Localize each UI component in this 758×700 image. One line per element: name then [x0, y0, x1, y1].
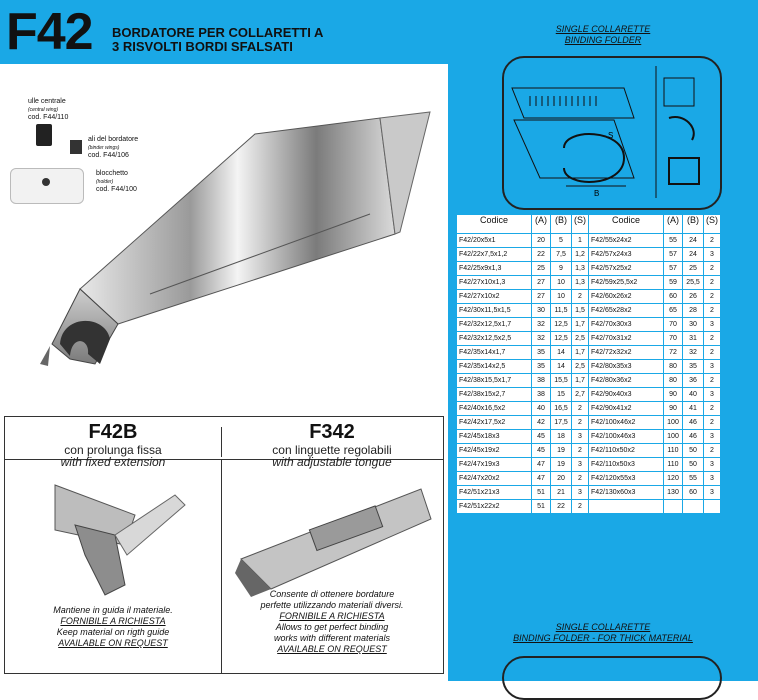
table-cell-code: F42/38x15,5x1,7	[457, 374, 532, 388]
table-cell-code: F42/27x10x2	[457, 290, 532, 304]
table-cell-code: F42/90x41x2	[589, 402, 664, 416]
table-cell-value: 5	[551, 234, 572, 248]
table-cell-value: 45	[532, 430, 551, 444]
table-cell-value: 120	[664, 472, 683, 486]
diagram-label-s: S	[608, 131, 614, 140]
table-cell-code: F42/35x14x2,5	[457, 360, 532, 374]
table-cell-value: 28	[683, 304, 704, 318]
diagram-label-b: B	[594, 189, 600, 198]
table-cell-value: 2	[704, 402, 721, 416]
table-row	[457, 262, 721, 276]
table-cell-value: 72	[664, 346, 683, 360]
table-cell-value	[683, 500, 704, 514]
table-cell-value: 19	[551, 444, 572, 458]
col-b: (B)	[683, 215, 704, 234]
table-cell-code: F42/47x20x2	[457, 472, 532, 486]
table-cell-value: 38	[532, 374, 551, 388]
table-cell-value: 3	[572, 486, 589, 500]
table-cell-value: 24	[683, 234, 704, 248]
table-cell-value: 20	[532, 234, 551, 248]
table-cell-value: 47	[532, 472, 551, 486]
table-cell-value: 14	[551, 346, 572, 360]
table-cell-code: F42/80x36x2	[589, 374, 664, 388]
table-cell-value: 14	[551, 360, 572, 374]
table-cell-value: 57	[664, 248, 683, 262]
table-cell-code: F42/45x18x3	[457, 430, 532, 444]
table-cell-code: F42/65x28x2	[589, 304, 664, 318]
table-cell-value: 80	[664, 360, 683, 374]
table-cell-value: 35	[683, 360, 704, 374]
table-cell-value: 46	[683, 416, 704, 430]
table-cell-code: F42/55x24x2	[589, 234, 664, 248]
dimensions-table	[456, 214, 721, 514]
table-row	[457, 486, 721, 500]
small-screw-icon	[70, 140, 82, 154]
table-row	[457, 472, 721, 486]
f342-caption: Consente di ottenere bordature perfette utilizzando materiali diversi. FORNIBILE A RICHIESTA Allows to get perfect binding works with different materials AVAILABLE ON REQUEST	[260, 589, 404, 654]
table-cell-value: 50	[683, 458, 704, 472]
table-cell-value: 2,5	[572, 360, 589, 374]
col-s: (S)	[704, 215, 721, 234]
table-cell-value: 3	[704, 360, 721, 374]
table-cell-value: 20	[551, 472, 572, 486]
table-cell-value: 2	[704, 304, 721, 318]
table-cell-code: F42/110x50x3	[589, 458, 664, 472]
variant-sub-it: con linguette regolabili	[272, 443, 392, 457]
binding-diagram	[504, 58, 720, 208]
table-cell-code: F42/20x5x1	[457, 234, 532, 248]
table-cell-code: F42/42x17,5x2	[457, 416, 532, 430]
table-cell-value: 11,5	[551, 304, 572, 318]
table-cell-value: 27	[532, 290, 551, 304]
f342-photo	[231, 469, 437, 599]
table-row	[457, 248, 721, 262]
table-cell-value: 3	[704, 472, 721, 486]
table-cell-value: 3	[704, 486, 721, 500]
variant-f342	[222, 421, 442, 468]
table-cell-value: 25,5	[683, 276, 704, 290]
table-cell-value: 15	[551, 388, 572, 402]
table-cell-value: 31	[683, 332, 704, 346]
holder-hole-icon	[42, 178, 50, 186]
table-cell-value: 2	[704, 444, 721, 458]
table-cell-value: 1,7	[572, 346, 589, 360]
table-cell-code: F42/70x31x2	[589, 332, 664, 346]
table-cell-value: 1,3	[572, 276, 589, 290]
table-cell-value: 42	[532, 416, 551, 430]
table-cell-code: F42/22x7,5x1,2	[457, 248, 532, 262]
table-cell-value: 18	[551, 430, 572, 444]
table-row	[457, 290, 721, 304]
table-cell-value: 2	[704, 416, 721, 430]
right-title-1: SINGLE COLLARETTE BINDING FOLDER	[555, 24, 651, 45]
col-b: (B)	[551, 215, 572, 234]
table-cell-value: 30	[532, 304, 551, 318]
right-panel	[448, 0, 758, 681]
variant-sub-en: with adjustable tongue	[272, 455, 392, 469]
table-row	[457, 318, 721, 332]
table-cell-value: 1,3	[572, 262, 589, 276]
table-cell-code: F42/35x14x1,7	[457, 346, 532, 360]
table-cell-value: 100	[664, 416, 683, 430]
table-cell-value: 26	[683, 290, 704, 304]
table-cell-value: 16,5	[551, 402, 572, 416]
table-cell-code: F42/110x50x2	[589, 444, 664, 458]
table-cell-value: 2	[704, 332, 721, 346]
table-cell-value: 2,5	[572, 332, 589, 346]
table-cell-code: F42/70x30x3	[589, 318, 664, 332]
table-cell-value: 35	[532, 360, 551, 374]
variant-f42b	[5, 421, 221, 468]
table-row	[457, 234, 721, 248]
screw-icon	[36, 124, 52, 146]
table-cell-code: F42/27x10x1,3	[457, 276, 532, 290]
table-row	[457, 458, 721, 472]
table-cell-code: F42/40x16,5x2	[457, 402, 532, 416]
table-cell-value: 1,2	[572, 248, 589, 262]
table-cell-value: 35	[532, 346, 551, 360]
table-cell-value: 2	[572, 472, 589, 486]
table-cell-value: 32	[683, 346, 704, 360]
table-cell-value: 80	[664, 374, 683, 388]
table-cell-value: 25	[532, 262, 551, 276]
table-cell-value: 90	[664, 402, 683, 416]
table-row	[457, 360, 721, 374]
table-cell-code: F42/51x21x3	[457, 486, 532, 500]
table-cell-code: F42/32x12,5x1,7	[457, 318, 532, 332]
table-cell-value: 1,7	[572, 374, 589, 388]
table-cell-value: 110	[664, 458, 683, 472]
table-cell-value	[664, 500, 683, 514]
table-cell-code: F42/45x19x2	[457, 444, 532, 458]
table-cell-value: 30	[683, 318, 704, 332]
table-cell-value: 7,5	[551, 248, 572, 262]
f42b-caption: Mantiene in guida il materiale. FORNIBILE A RICHIESTA Keep material on rigth guide AVAILABLE ON REQUEST	[53, 605, 173, 648]
table-row	[457, 388, 721, 402]
table-cell-value: 50	[683, 444, 704, 458]
table-cell-value: 22	[551, 500, 572, 514]
binding-diagram-frame	[502, 56, 722, 210]
table-cell-value: 2,7	[572, 388, 589, 402]
table-cell-value: 3	[572, 430, 589, 444]
table-cell-value: 25	[683, 262, 704, 276]
table-cell-code: F42/51x22x2	[457, 500, 532, 514]
table-cell-value: 1,5	[572, 304, 589, 318]
table-cell-value: 3	[572, 458, 589, 472]
table-cell-code: F42/38x15x2,7	[457, 388, 532, 402]
table-cell-value: 17,5	[551, 416, 572, 430]
table-cell-value: 2	[572, 402, 589, 416]
table-cell-value: 15,5	[551, 374, 572, 388]
table-cell-value: 2	[704, 262, 721, 276]
variants-box	[4, 416, 444, 674]
table-cell-value: 32	[532, 318, 551, 332]
col-s: (S)	[572, 215, 589, 234]
table-cell-code: F42/100x46x3	[589, 430, 664, 444]
table-cell-value: 59	[664, 276, 683, 290]
description-line-2: 3 RISVOLTI BORDI SFALSATI	[112, 39, 293, 54]
table-cell-value: 12,5	[551, 318, 572, 332]
table-cell-value: 2	[572, 416, 589, 430]
variant-sub-en: with fixed extension	[60, 455, 166, 469]
right-title-2: SINGLE COLLARETTE BINDING FOLDER - FOR THICK MATERIAL	[513, 622, 693, 643]
part-binder-label: ali del bordatore (binder wings) cod. F44/106	[88, 136, 139, 159]
table-cell-value: 3	[704, 248, 721, 262]
table-cell-value: 3	[704, 458, 721, 472]
table-cell-value: 70	[664, 332, 683, 346]
table-cell-value: 51	[532, 500, 551, 514]
table-row	[457, 402, 721, 416]
table-cell-value: 19	[551, 458, 572, 472]
table-cell-value: 24	[683, 248, 704, 262]
table-cell-code: F42/100x46x2	[589, 416, 664, 430]
table-cell-value: 2	[704, 276, 721, 290]
table-cell-code	[589, 500, 664, 514]
table-cell-value: 65	[664, 304, 683, 318]
table-cell-value: 12,5	[551, 332, 572, 346]
col-a: (A)	[664, 215, 683, 234]
table-cell-value: 3	[704, 430, 721, 444]
table-cell-value: 2	[572, 444, 589, 458]
table-cell-value: 41	[683, 402, 704, 416]
variant-code: F42B	[88, 421, 138, 443]
table-cell-code: F42/90x40x3	[589, 388, 664, 402]
table-row	[457, 430, 721, 444]
table-cell-code: F42/47x19x3	[457, 458, 532, 472]
table-cell-value: 40	[532, 402, 551, 416]
table-cell-value: 57	[664, 262, 683, 276]
table-cell-value: 45	[532, 444, 551, 458]
part-holder-label: blocchetto (holder) cod. F44/100	[96, 170, 137, 193]
table-row	[457, 276, 721, 290]
table-cell-value: 3	[704, 318, 721, 332]
table-cell-value: 47	[532, 458, 551, 472]
table-row	[457, 416, 721, 430]
variant-sub-it: con prolunga fissa	[64, 443, 162, 457]
table-cell-value: 1	[572, 234, 589, 248]
table-cell-value: 70	[664, 318, 683, 332]
part-center-label: ulle centrale (central wing) cod. F44/110	[28, 98, 69, 121]
table-cell-value	[704, 500, 721, 514]
col-code: Codice	[457, 215, 532, 234]
table-cell-code: F42/32x12,5x2,5	[457, 332, 532, 346]
table-cell-code: F42/72x32x2	[589, 346, 664, 360]
table-cell-code: F42/120x55x3	[589, 472, 664, 486]
f42b-photo	[15, 475, 211, 599]
table-cell-value: 9	[551, 262, 572, 276]
table-row	[457, 332, 721, 346]
table-cell-code: F42/57x25x2	[589, 262, 664, 276]
thick-material-diagram-frame	[502, 656, 722, 700]
product-code: F42	[6, 3, 93, 61]
table-cell-value: 36	[683, 374, 704, 388]
table-cell-value: 22	[532, 248, 551, 262]
table-cell-value: 38	[532, 388, 551, 402]
table-cell-value: 130	[664, 486, 683, 500]
variant-code: F342	[309, 421, 355, 443]
table-cell-value: 55	[664, 234, 683, 248]
table-cell-value: 90	[664, 388, 683, 402]
table-cell-code: F42/30x11,5x1,5	[457, 304, 532, 318]
table-row	[457, 374, 721, 388]
description-line-1: BORDATORE PER COLLARETTI A	[112, 25, 324, 40]
col-a: (A)	[532, 215, 551, 234]
table-cell-code: F42/25x9x1,3	[457, 262, 532, 276]
table-cell-value: 32	[532, 332, 551, 346]
table-cell-value: 2	[704, 374, 721, 388]
table-row	[457, 346, 721, 360]
table-cell-value: 27	[532, 276, 551, 290]
table-row	[457, 500, 721, 514]
table-cell-value: 110	[664, 444, 683, 458]
table-cell-value: 100	[664, 430, 683, 444]
table-cell-code: F42/59x25,5x2	[589, 276, 664, 290]
table-cell-value: 40	[683, 388, 704, 402]
table-cell-value: 10	[551, 290, 572, 304]
table-cell-code: F42/60x26x2	[589, 290, 664, 304]
table-cell-value: 21	[551, 486, 572, 500]
table-cell-value: 2	[704, 346, 721, 360]
table-cell-value: 2	[704, 234, 721, 248]
col-code: Codice	[589, 215, 664, 234]
table-cell-code: F42/130x60x3	[589, 486, 664, 500]
table-cell-code: F42/80x35x3	[589, 360, 664, 374]
table-cell-value: 3	[704, 388, 721, 402]
table-cell-value: 46	[683, 430, 704, 444]
table-cell-value: 2	[572, 500, 589, 514]
table-cell-value: 60	[664, 290, 683, 304]
table-row	[457, 304, 721, 318]
table-cell-value: 10	[551, 276, 572, 290]
table-cell-value: 2	[572, 290, 589, 304]
table-row	[457, 444, 721, 458]
table-cell-code: F42/57x24x3	[589, 248, 664, 262]
table-cell-value: 55	[683, 472, 704, 486]
product-description	[112, 26, 442, 54]
table-cell-value: 60	[683, 486, 704, 500]
holder-block-icon	[10, 168, 84, 204]
table-cell-value: 2	[704, 290, 721, 304]
dimensions-table-wrap	[456, 214, 721, 514]
table-cell-value: 1,7	[572, 318, 589, 332]
table-cell-value: 51	[532, 486, 551, 500]
